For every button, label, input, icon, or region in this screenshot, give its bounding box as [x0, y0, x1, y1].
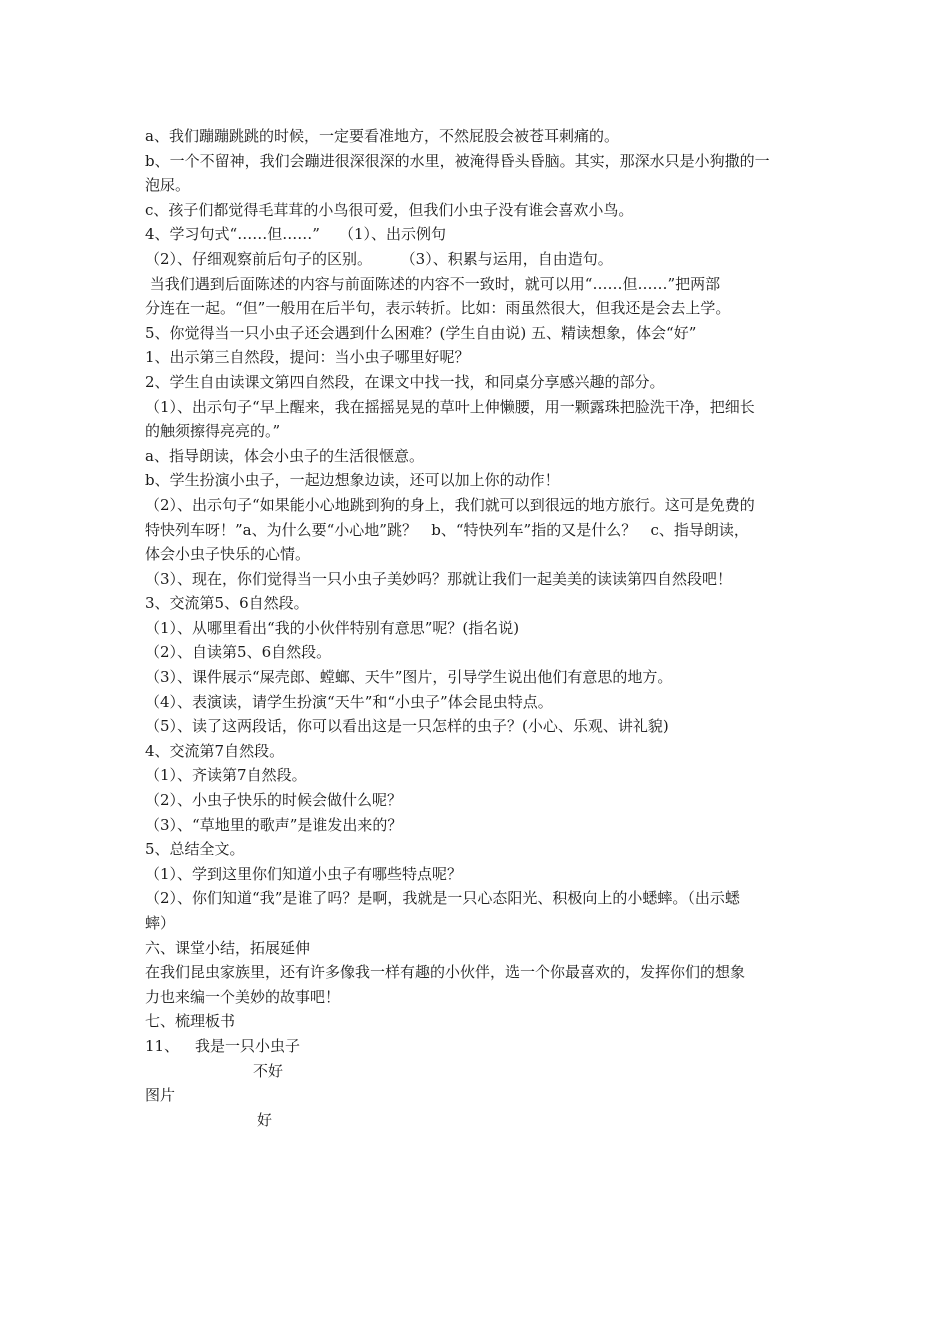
text-line: 4、交流第7自然段。 [145, 741, 285, 760]
text-line: 体会小虫子快乐的心情。 [145, 545, 311, 564]
board-picture: 图片 [145, 1086, 176, 1105]
text-line: 在我们昆虫家族里，还有许多像我一样有趣的小伙伴，选一个你最喜欢的，发挥你们的想象 [145, 963, 746, 982]
text-line: 力也来编一个美妙的故事吧！ [145, 987, 341, 1006]
document-body [145, 124, 813, 1132]
text-line: 当我们遇到后面陈述的内容与前面陈述的内容不一致时，就可以用“……但……”把两部 [145, 274, 721, 293]
section-heading: 七、梳理板书 [145, 1012, 236, 1031]
text-line: 的触须擦得亮亮的。” [145, 422, 281, 441]
text-line: （2）、自读第5、6自然段。 [145, 643, 332, 662]
text-line: （2）、出示句子“如果能小心地跳到狗的身上，我们就可以到很远的地方旅行。这可是免费的 [145, 495, 755, 514]
text-line: 蟀） [145, 914, 176, 932]
text-line: 4、学习句式“……但……” （1）、出示例句 [145, 225, 446, 244]
text-line: 3、交流第5、6自然段。 [145, 594, 309, 613]
text-line: （2）、你们知道“我”是谁了吗？是啊，我就是一只心态阳光、积极向上的小蟋蟀。（出示蟋 [145, 889, 740, 908]
text-line: （1）、学到这里你们知道小虫子有哪些特点呢？ [145, 864, 463, 883]
text-line: b、学生扮演小虫子，一起边想象边读，还可以加上你的动作！ [145, 471, 560, 490]
text-line: 分连在一起。“但”一般用在后半句，表示转折。比如：雨虽然很大，但我还是会去上学。 [145, 299, 731, 318]
text-line: a、我们蹦蹦跳跳的时候，一定要看准地方，不然屁股会被苍耳刺痛的。 [145, 127, 619, 145]
text-line: （3）、现在，你们觉得当一只小虫子美妙吗？那就让我们一起美美的读读第四自然段吧！ [145, 569, 733, 588]
text-line: a、指导朗读，体会小虫子的生活很惬意。 [145, 446, 424, 465]
text-line: （2）、小虫子快乐的时候会做什么呢？ [145, 791, 403, 810]
text-line: b、一个不留神，我们会蹦进很深很深的水里，被淹得昏头昏脑。其实，那深水只是小狗撒的一 [145, 151, 770, 170]
text-line: （1）、出示句子“早上醒来，我在摇摇晃晃的草叶上伸懒腰，用一颗露珠把脸洗干净，把细长 [145, 397, 755, 416]
text-line: 泡尿。 [145, 176, 191, 195]
board-number: 11、 [145, 1036, 180, 1055]
text-line: 1、出示第三自然段，提问：当小虫子哪里好呢？ [145, 348, 470, 367]
section-heading: 六、课堂小结，拓展延伸 [145, 938, 311, 957]
text-line: （5）、读了这两段话，你可以看出这是一只怎样的虫子？(小心、乐观、讲礼貌) [145, 717, 669, 736]
text-line: 5、你觉得当一只小虫子还会遇到什么困难？(学生自由说) 五、精读想象，体会“好” [145, 323, 697, 342]
board-title-line [145, 1034, 813, 1059]
text-line: 特快列车呀！”a、为什么要“小心地”跳？ b、“特快列车”指的又是什么？ c、指导朗读， [145, 520, 749, 539]
text-line: （1）、齐读第7自然段。 [145, 766, 307, 785]
text-line: （4）、表演读，请学生扮演“天牛”和“小虫子”体会昆虫特点。 [145, 692, 553, 711]
text-line: 2、学生自由读课文第四自然段，在课文中找一找，和同桌分享感兴趣的部分。 [145, 372, 665, 391]
text-line: （3）、课件展示“屎壳郎、螳螂、天牛”图片，引导学生说出他们有意思的地方。 [145, 668, 673, 687]
board-bad: 不好 [253, 1061, 284, 1080]
text-line: c、孩子们都觉得毛茸茸的小鸟很可爱，但我们小虫子没有谁会喜欢小鸟。 [145, 200, 634, 219]
board-title: 我是一只小虫子 [195, 1036, 301, 1055]
text-line: （2）、仔细观察前后句子的区别。 （3）、积累与运用，自由造句。 [145, 249, 613, 268]
text-line: 5、总结全文。 [145, 840, 245, 859]
board-good: 好 [257, 1110, 273, 1129]
text-line: （3）、“草地里的歌声”是谁发出来的？ [145, 815, 403, 834]
text-line: （1）、从哪里看出“我的小伙伴特别有意思”呢？(指名说) [145, 618, 520, 637]
